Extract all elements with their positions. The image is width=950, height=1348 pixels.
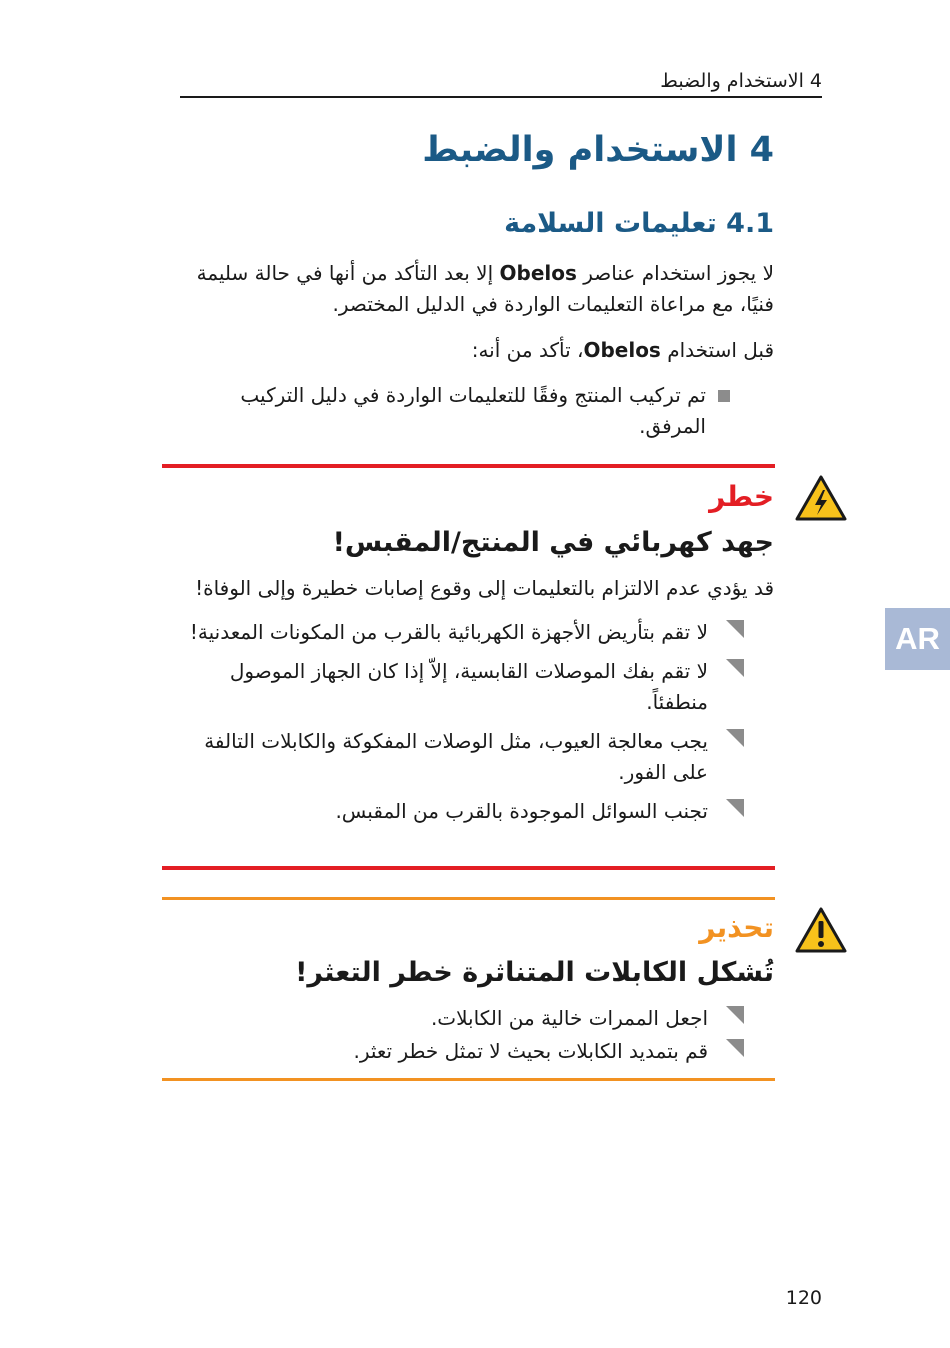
list-item: لا تقم بفك الموصلات القابسية، إلاّ إذا كان الجهاز الموصول منطفئاً. — [170, 656, 774, 718]
list-item: قم بتمديد الكابلات بحيث لا تمثل خطر تعثر. — [170, 1036, 774, 1067]
electric-hazard-icon — [794, 474, 848, 522]
triangle-bullet-icon — [726, 620, 744, 638]
warning-box-bottom-rule — [162, 1078, 775, 1081]
danger-label: خطر — [709, 480, 774, 513]
checklist-item: تم تركيب المنتج وفقًا للتعليمات الواردة في دليل التركيب المرفق. — [180, 380, 774, 442]
triangle-bullet-icon — [726, 1006, 744, 1024]
header-divider — [180, 96, 822, 98]
list-item: يجب معالجة العيوب، مثل الوصلات المفكوكة والكابلات التالفة على الفور. — [170, 726, 774, 788]
danger-consequence: قد يؤدي عدم الالتزام بالتعليمات إلى وقوع إصابات خطيرة وإلى الوفاة! — [195, 576, 774, 600]
before-use-paragraph: قبل استخدام Obelos، تأكد من أنه: — [471, 338, 774, 362]
warning-instructions-list — [170, 1003, 774, 1069]
danger-box-top-rule — [162, 464, 775, 468]
warning-heading: تُشكل الكابلات المتناثرة خطر التعثر! — [295, 957, 774, 988]
triangle-bullet-icon — [726, 729, 744, 747]
page-number: 120 — [785, 1287, 822, 1309]
list-item: لا تقم بتأريض الأجهزة الكهربائية بالقرب من المكونات المعدنية! — [170, 617, 774, 648]
section-title: 4.1 تعليمات السلامة — [504, 208, 774, 239]
danger-heading: جهد كهربائي في المنتج/المقبس! — [332, 527, 774, 558]
triangle-bullet-icon — [726, 659, 744, 677]
square-bullet-icon — [718, 390, 730, 402]
warning-box-top-rule — [162, 897, 775, 900]
running-header: 4 الاستخدام والضبط — [660, 70, 822, 92]
list-item: اجعل الممرات خالية من الكابلات. — [170, 1003, 774, 1034]
danger-instructions-list — [170, 617, 774, 835]
exclamation-warning-icon — [794, 906, 848, 954]
warning-label: تحذير — [699, 911, 774, 944]
list-item: تجنب السوائل الموجودة بالقرب من المقبس. — [170, 796, 774, 827]
triangle-bullet-icon — [726, 1039, 744, 1057]
triangle-bullet-icon — [726, 799, 744, 817]
language-tab: AR — [885, 608, 950, 670]
intro-paragraph: لا يجوز استخدام عناصر Obelos إلا بعد التأكد من أنها في حالة سليمة فنيًا، مع مراعاة التعليمات الواردة في الدليل المختصر. — [196, 261, 774, 316]
chapter-title: 4 الاستخدام والضبط — [422, 130, 774, 170]
danger-box-bottom-rule — [162, 866, 775, 870]
